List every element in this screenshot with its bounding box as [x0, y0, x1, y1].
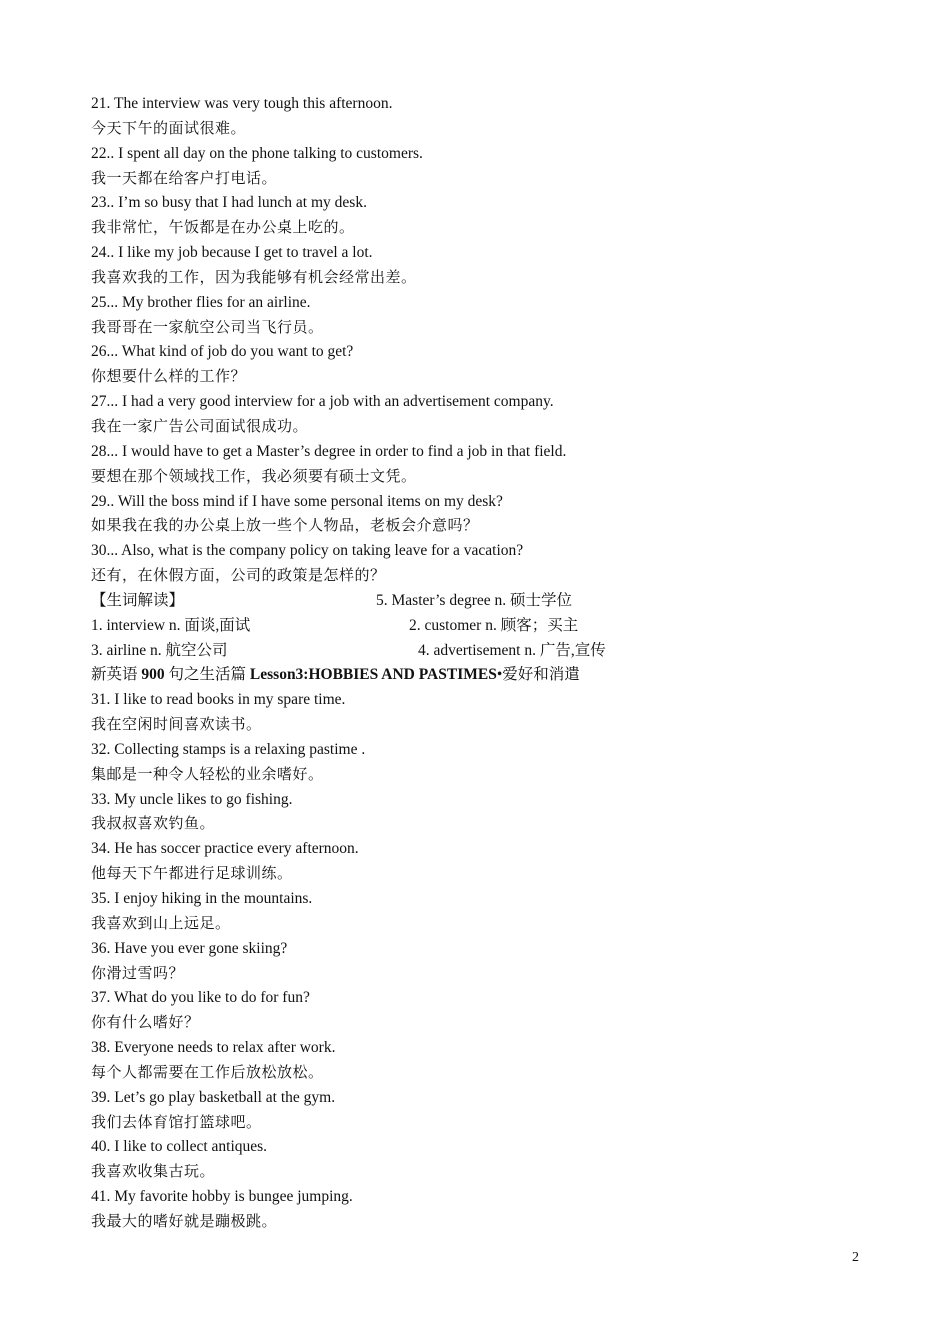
sentence-english: 37. What do you like to do for fun?	[91, 989, 310, 1007]
sentence-chinese: 我哥哥在一家航空公司当飞行员。	[91, 319, 324, 336]
sentence-english: 39. Let’s go play basketball at the gym.	[91, 1088, 336, 1106]
sentence-english: 25... My brother flies for an airline.	[91, 293, 311, 311]
sentence-english: 21. The interview was very tough this afternoon.	[91, 95, 393, 112]
sentence-chinese: 我在空闲时间喜欢读书。	[91, 717, 262, 734]
sentence-chinese: 他每天下午都进行足球训练。	[91, 866, 293, 883]
sentence-english: 22.. I spent all day on the phone talking to customers.	[91, 144, 423, 162]
sentence-english: 27... I had a very good interview for a job with an advertisement company.	[91, 393, 554, 411]
vocab-item-5: 5. Master’s degree n. 硕士学位	[376, 591, 573, 609]
sentence-chinese: 你滑过雪吗？	[91, 965, 185, 982]
sentence-english: 34. He has soccer practice every afternoon.	[91, 840, 359, 858]
lesson-suffix: •爱好和消遣	[496, 666, 580, 684]
sentence-english: 24.. I like my job because I get to travel a lot.	[91, 244, 373, 262]
sentence-list-part1	[91, 92, 871, 589]
sentence-chinese: 我最大的嗜好就是蹦极跳。	[91, 1213, 278, 1230]
sentence-list-part2	[91, 688, 871, 1235]
sentence-chinese: 我一天都在给客户打电话。	[91, 170, 278, 187]
sentence-english: 23.. I’m so busy that I had lunch at my desk.	[91, 194, 367, 212]
sentence-chinese: 如果我在我的办公桌上放一些个人物品，老板会介意吗？	[91, 518, 479, 535]
vocab-item-3: 3. airline n. 航空公司	[91, 641, 228, 659]
sentence-chinese: 每个人都需要在工作后放松放松。	[91, 1064, 324, 1081]
sentence-chinese: 你有什么嗜好？	[91, 1015, 200, 1032]
sentence-chinese: 你想要什么样的工作？	[91, 369, 247, 386]
sentence-english: 33. My uncle likes to go fishing.	[91, 790, 293, 808]
vocab-row-3	[91, 639, 871, 664]
sentence-english: 40. I like to collect antiques.	[91, 1138, 268, 1156]
sentence-english: 29.. Will the boss mind if I have some personal items on my desk?	[91, 492, 503, 510]
sentence-english: 36. Have you ever gone skiing?	[91, 939, 288, 957]
sentence-english: 35. I enjoy hiking in the mountains.	[91, 890, 313, 907]
sentence-chinese: 我喜欢收集古玩。	[91, 1164, 216, 1181]
page-number: 2	[852, 1250, 859, 1265]
lesson-prefix: 新英语	[91, 666, 142, 684]
sentence-english: 30... Also, what is the company policy on taking leave for a vacation?	[91, 542, 524, 560]
sentence-chinese: 要想在那个领域找工作，我必须要有硕士文凭。	[91, 468, 417, 485]
lesson-number: 900	[141, 666, 165, 684]
vocab-row-1	[91, 589, 871, 614]
sentence-chinese: 今天下午的面试很难。	[91, 120, 247, 137]
sentence-chinese: 我叔叔喜欢钓鱼。	[91, 816, 216, 833]
sentence-chinese: 集邮是一种令人轻松的业余嗜好。	[91, 766, 324, 783]
lesson-title: Lesson3:HOBBIES AND PASTIMES	[249, 666, 497, 684]
lesson-heading	[91, 663, 871, 688]
sentence-chinese: 我非常忙，午饭都是在办公桌上吃的。	[91, 220, 355, 237]
vocab-item-2: 2. customer n. 顾客；买主	[409, 616, 579, 634]
sentence-chinese: 还有，在休假方面，公司的政策是怎样的？	[91, 568, 386, 585]
vocab-item-4: 4. advertisement n. 广告,宣传	[418, 641, 606, 659]
sentence-chinese: 我在一家广告公司面试很成功。	[91, 418, 309, 435]
sentence-english: 31. I like to read books in my spare time.	[91, 691, 346, 709]
vocab-row-2	[91, 614, 871, 639]
sentence-chinese: 我们去体育馆打篮球吧。	[91, 1114, 262, 1131]
sentence-english: 38. Everyone needs to relax after work.	[91, 1039, 336, 1057]
vocab-heading: 【生词解读】	[91, 591, 185, 609]
lesson-mid: 句之生活篇	[164, 666, 250, 684]
sentence-english: 32. Collecting stamps is a relaxing pastime .	[91, 740, 366, 758]
page-content	[91, 92, 871, 1235]
sentence-chinese: 我喜欢我的工作，因为我能够有机会经常出差。	[91, 269, 417, 286]
sentence-english: 41. My favorite hobby is bungee jumping.	[91, 1188, 353, 1206]
sentence-chinese: 我喜欢到山上远足。	[91, 915, 231, 932]
sentence-english: 28... I would have to get a Master’s degree in order to find a job in that field.	[91, 442, 567, 460]
sentence-english: 26... What kind of job do you want to get?	[91, 343, 354, 361]
vocab-item-1: 1. interview n. 面谈,面试	[91, 616, 251, 634]
